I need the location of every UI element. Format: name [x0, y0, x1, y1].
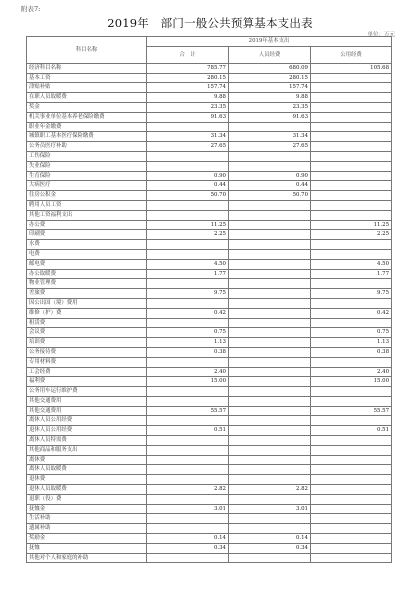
row-personnel-cell: [229, 357, 311, 367]
row-name-cell: 大病医疗: [27, 181, 147, 191]
table-row: [27, 485, 392, 495]
table-row: [27, 220, 392, 230]
table-row: [27, 357, 392, 367]
row-total-cell: 785.77: [147, 63, 229, 73]
row-personnel-cell: [229, 455, 311, 465]
row-total-cell: [147, 122, 229, 132]
row-total-cell: 2.82: [147, 485, 229, 495]
row-public-cell: [311, 122, 392, 132]
row-total-cell: [147, 436, 229, 446]
table-row: [27, 553, 392, 563]
row-total-cell: [147, 494, 229, 504]
table-row: [27, 83, 392, 93]
row-public-cell: [311, 210, 392, 220]
header-total: 合 计: [147, 46, 229, 63]
row-public-cell: [311, 475, 392, 485]
row-name-cell: 基本工资: [27, 73, 147, 83]
row-public-cell: 105.68: [311, 63, 392, 73]
row-name-cell: 租赁费: [27, 318, 147, 328]
unit-label: 单位：万元: [367, 32, 395, 38]
table-row: [27, 171, 392, 181]
row-public-cell: [311, 191, 392, 201]
table-row: [27, 318, 392, 328]
row-total-cell: 27.65: [147, 142, 229, 152]
row-name-cell: 其他工资福利支出: [27, 210, 147, 220]
row-personnel-cell: [229, 298, 311, 308]
row-personnel-cell: [229, 328, 311, 338]
table-row: [27, 406, 392, 416]
row-name-cell: 津贴补贴: [27, 83, 147, 93]
row-name-cell: 物业管理费: [27, 279, 147, 289]
row-public-cell: [311, 514, 392, 524]
row-public-cell: [311, 465, 392, 475]
row-personnel-cell: [229, 210, 311, 220]
row-public-cell: [311, 534, 392, 544]
row-personnel-cell: 0.14: [229, 534, 311, 544]
row-personnel-cell: [229, 308, 311, 318]
row-name-cell: 离休费: [27, 455, 147, 465]
row-name-cell: 公务用车运行维护费: [27, 387, 147, 397]
row-name-cell: 聘用人员工资: [27, 200, 147, 210]
row-personnel-cell: [229, 465, 311, 475]
header-personnel: 人员经费: [229, 46, 311, 63]
row-public-cell: [311, 200, 392, 210]
table-row: [27, 308, 392, 318]
table-row: [27, 63, 392, 73]
row-personnel-cell: 0.44: [229, 181, 311, 191]
table-row: [27, 161, 392, 171]
row-public-cell: [311, 553, 392, 563]
row-total-cell: 0.44: [147, 181, 229, 191]
row-total-cell: [147, 524, 229, 534]
row-public-cell: 9.75: [311, 289, 392, 299]
row-name-cell: 其他交通费用: [27, 406, 147, 416]
row-public-cell: 0.75: [311, 328, 392, 338]
table-row: [27, 102, 392, 112]
row-total-cell: 1.77: [147, 269, 229, 279]
row-name-cell: 其他交通费用: [27, 396, 147, 406]
table-row: [27, 93, 392, 103]
table-row: [27, 475, 392, 485]
row-total-cell: [147, 318, 229, 328]
row-name-cell: 退休费: [27, 475, 147, 485]
row-personnel-cell: [229, 240, 311, 250]
row-public-cell: [311, 83, 392, 93]
row-total-cell: [147, 279, 229, 289]
row-public-cell: [311, 161, 392, 171]
row-personnel-cell: 3.01: [229, 504, 311, 514]
row-public-cell: 15.00: [311, 377, 392, 387]
row-name-cell: 福利费: [27, 377, 147, 387]
row-name-cell: 离休人员公用经费: [27, 416, 147, 426]
row-personnel-cell: [229, 249, 311, 259]
row-total-cell: 0.90: [147, 171, 229, 181]
row-public-cell: [311, 298, 392, 308]
row-public-cell: 1.77: [311, 269, 392, 279]
row-total-cell: [147, 475, 229, 485]
row-personnel-cell: 27.65: [229, 142, 311, 152]
row-public-cell: [311, 504, 392, 514]
row-public-cell: [311, 436, 392, 446]
row-public-cell: 4.50: [311, 259, 392, 269]
row-total-cell: 15.00: [147, 377, 229, 387]
row-personnel-cell: [229, 396, 311, 406]
row-total-cell: 9.75: [147, 289, 229, 299]
row-total-cell: [147, 240, 229, 250]
row-public-cell: 0.38: [311, 347, 392, 357]
row-name-cell: 工伤保险: [27, 151, 147, 161]
row-name-cell: 公务接待费: [27, 347, 147, 357]
table-body: [27, 63, 392, 563]
table-row: [27, 543, 392, 553]
table-row: [27, 396, 392, 406]
attachment-label: 附表7:: [21, 5, 41, 13]
row-public-cell: [311, 416, 392, 426]
table-row: [27, 132, 392, 142]
table-row: [27, 240, 392, 250]
row-name-cell: 工会经费: [27, 367, 147, 377]
row-public-cell: [311, 524, 392, 534]
row-name-cell: 抚恤: [27, 543, 147, 553]
row-total-cell: 50.70: [147, 191, 229, 201]
row-name-cell: 水费: [27, 240, 147, 250]
row-personnel-cell: 0.90: [229, 171, 311, 181]
table-row: [27, 181, 392, 191]
row-name-cell: 邮电费: [27, 259, 147, 269]
row-total-cell: [147, 200, 229, 210]
row-personnel-cell: [229, 367, 311, 377]
table-row: [27, 191, 392, 201]
row-name-cell: 退休人员取暖费: [27, 485, 147, 495]
row-total-cell: 157.74: [147, 83, 229, 93]
row-personnel-cell: [229, 377, 311, 387]
row-personnel-cell: [229, 387, 311, 397]
table-row: [27, 455, 392, 465]
row-name-cell: 遗属补助: [27, 524, 147, 534]
row-total-cell: 0.38: [147, 347, 229, 357]
row-public-cell: [311, 357, 392, 367]
row-total-cell: 1.13: [147, 338, 229, 348]
row-total-cell: 23.35: [147, 102, 229, 112]
table-row: [27, 112, 392, 122]
row-public-cell: [311, 142, 392, 152]
table-row: [27, 377, 392, 387]
row-public-cell: 0.42: [311, 308, 392, 318]
row-name-cell: 会议费: [27, 328, 147, 338]
table-row: [27, 289, 392, 299]
row-personnel-cell: [229, 122, 311, 132]
row-personnel-cell: [229, 289, 311, 299]
row-personnel-cell: [229, 426, 311, 436]
row-name-cell: 离休人员特需费: [27, 436, 147, 446]
row-total-cell: [147, 210, 229, 220]
row-name-cell: 在职人员取暖费: [27, 93, 147, 103]
row-public-cell: [311, 112, 392, 122]
row-personnel-cell: [229, 220, 311, 230]
row-total-cell: 2.40: [147, 367, 229, 377]
row-personnel-cell: [229, 524, 311, 534]
row-personnel-cell: [229, 279, 311, 289]
row-personnel-cell: 680.09: [229, 63, 311, 73]
row-total-cell: 9.88: [147, 93, 229, 103]
row-public-cell: [311, 485, 392, 495]
row-public-cell: [311, 387, 392, 397]
row-public-cell: [311, 102, 392, 112]
row-total-cell: [147, 357, 229, 367]
row-name-cell: 生育保险: [27, 171, 147, 181]
row-personnel-cell: [229, 338, 311, 348]
table-row: [27, 416, 392, 426]
budget-table: [26, 36, 392, 563]
row-name-cell: 奖励金: [27, 534, 147, 544]
row-total-cell: 280.15: [147, 73, 229, 83]
row-public-cell: [311, 249, 392, 259]
row-total-cell: 55.57: [147, 406, 229, 416]
row-name-cell: 退休人员公用经费: [27, 426, 147, 436]
row-total-cell: 91.63: [147, 112, 229, 122]
table-row: [27, 387, 392, 397]
row-name-cell: 离休人员取暖费: [27, 465, 147, 475]
table-row: [27, 367, 392, 377]
row-total-cell: 11.25: [147, 220, 229, 230]
table-row: [27, 73, 392, 83]
row-personnel-cell: [229, 445, 311, 455]
row-public-cell: 55.57: [311, 406, 392, 416]
row-total-cell: [147, 416, 229, 426]
row-total-cell: 3.01: [147, 504, 229, 514]
row-personnel-cell: [229, 151, 311, 161]
row-public-cell: [311, 279, 392, 289]
row-name-cell: 电费: [27, 249, 147, 259]
row-public-cell: [311, 445, 392, 455]
row-personnel-cell: [229, 553, 311, 563]
row-personnel-cell: 0.34: [229, 543, 311, 553]
row-personnel-cell: [229, 406, 311, 416]
table-row: [27, 151, 392, 161]
row-total-cell: 31.34: [147, 132, 229, 142]
row-personnel-cell: 50.70: [229, 191, 311, 201]
row-personnel-cell: 31.34: [229, 132, 311, 142]
row-name-cell: 城镇职工基本医疗保险缴费: [27, 132, 147, 142]
row-total-cell: [147, 465, 229, 475]
table-row: [27, 328, 392, 338]
table-row: [27, 269, 392, 279]
row-name-cell: 抚恤金: [27, 504, 147, 514]
row-name-cell: 机关事业单位基本养老保险缴费: [27, 112, 147, 122]
row-personnel-cell: [229, 259, 311, 269]
row-public-cell: [311, 455, 392, 465]
row-total-cell: [147, 249, 229, 259]
row-personnel-cell: [229, 161, 311, 171]
table-row: [27, 298, 392, 308]
table-row: [27, 514, 392, 524]
row-total-cell: 2.25: [147, 230, 229, 240]
table-row: [27, 445, 392, 455]
row-name-cell: 培训费: [27, 338, 147, 348]
row-name-cell: 专用材料费: [27, 357, 147, 367]
table-row: [27, 200, 392, 210]
page-title: 2019年 部门一般公共预算基本支出表: [107, 16, 313, 30]
row-personnel-cell: [229, 318, 311, 328]
row-name-cell: 因公出国（境）费用: [27, 298, 147, 308]
row-total-cell: [147, 396, 229, 406]
row-name-cell: 其他对个人和家庭的补助: [27, 553, 147, 563]
row-public-cell: [311, 396, 392, 406]
row-public-cell: 1.13: [311, 338, 392, 348]
row-public-cell: [311, 132, 392, 142]
row-public-cell: [311, 543, 392, 553]
row-total-cell: 0.42: [147, 308, 229, 318]
table-row: [27, 249, 392, 259]
row-public-cell: 2.40: [311, 367, 392, 377]
row-personnel-cell: [229, 494, 311, 504]
row-public-cell: 0.51: [311, 426, 392, 436]
row-name-cell: 住房公积金: [27, 191, 147, 201]
row-total-cell: [147, 445, 229, 455]
table-row: [27, 347, 392, 357]
row-personnel-cell: 9.88: [229, 93, 311, 103]
budget-table-container: [26, 36, 391, 563]
row-personnel-cell: 91.63: [229, 112, 311, 122]
row-total-cell: [147, 161, 229, 171]
row-personnel-cell: 2.82: [229, 485, 311, 495]
row-name-cell: 退职（役）费: [27, 494, 147, 504]
row-personnel-cell: 23.35: [229, 102, 311, 112]
row-public-cell: [311, 171, 392, 181]
row-total-cell: [147, 298, 229, 308]
header-public: 公用经费: [311, 46, 392, 63]
row-total-cell: [147, 387, 229, 397]
table-row: [27, 279, 392, 289]
row-total-cell: 0.51: [147, 426, 229, 436]
row-public-cell: [311, 151, 392, 161]
row-public-cell: 11.25: [311, 220, 392, 230]
row-personnel-cell: [229, 347, 311, 357]
row-total-cell: 4.50: [147, 259, 229, 269]
table-row: [27, 142, 392, 152]
table-row: [27, 230, 392, 240]
row-personnel-cell: [229, 230, 311, 240]
row-personnel-cell: [229, 416, 311, 426]
row-personnel-cell: 157.74: [229, 83, 311, 93]
row-public-cell: [311, 318, 392, 328]
row-total-cell: [147, 514, 229, 524]
table-row: [27, 494, 392, 504]
row-personnel-cell: 280.15: [229, 73, 311, 83]
row-name-cell: 失业保险: [27, 161, 147, 171]
row-public-cell: [311, 494, 392, 504]
row-name-cell: 差旅费: [27, 289, 147, 299]
row-personnel-cell: [229, 269, 311, 279]
row-name-cell: 维修（护）费: [27, 308, 147, 318]
row-name-cell: 经济科目名称: [27, 63, 147, 73]
row-personnel-cell: [229, 475, 311, 485]
row-name-cell: 办公取暖费: [27, 269, 147, 279]
table-row: [27, 465, 392, 475]
row-public-cell: 2.25: [311, 230, 392, 240]
row-total-cell: [147, 151, 229, 161]
row-name-cell: 其他商品和服务支出: [27, 445, 147, 455]
row-personnel-cell: [229, 514, 311, 524]
table-row: [27, 259, 392, 269]
row-public-cell: [311, 240, 392, 250]
row-name-cell: 奖金: [27, 102, 147, 112]
row-total-cell: 0.34: [147, 543, 229, 553]
row-name-cell: 印刷费: [27, 230, 147, 240]
table-header: [27, 37, 392, 64]
row-total-cell: 0.75: [147, 328, 229, 338]
row-public-cell: [311, 73, 392, 83]
row-name-cell: 公务员医疗补助: [27, 142, 147, 152]
row-name-cell: 职业年金缴费: [27, 122, 147, 132]
row-public-cell: [311, 181, 392, 191]
header-group: 2019年基本支出: [147, 37, 392, 47]
table-row: [27, 338, 392, 348]
table-row: [27, 122, 392, 132]
row-total-cell: 0.14: [147, 534, 229, 544]
table-row: [27, 210, 392, 220]
row-personnel-cell: [229, 436, 311, 446]
header-subject-name: 科目名称: [27, 37, 147, 64]
row-total-cell: [147, 553, 229, 563]
row-public-cell: [311, 93, 392, 103]
table-row: [27, 524, 392, 534]
table-row: [27, 504, 392, 514]
row-personnel-cell: [229, 200, 311, 210]
table-row: [27, 436, 392, 446]
row-total-cell: [147, 455, 229, 465]
table-row: [27, 426, 392, 436]
row-name-cell: 生活补助: [27, 514, 147, 524]
row-name-cell: 办公费: [27, 220, 147, 230]
table-row: [27, 534, 392, 544]
